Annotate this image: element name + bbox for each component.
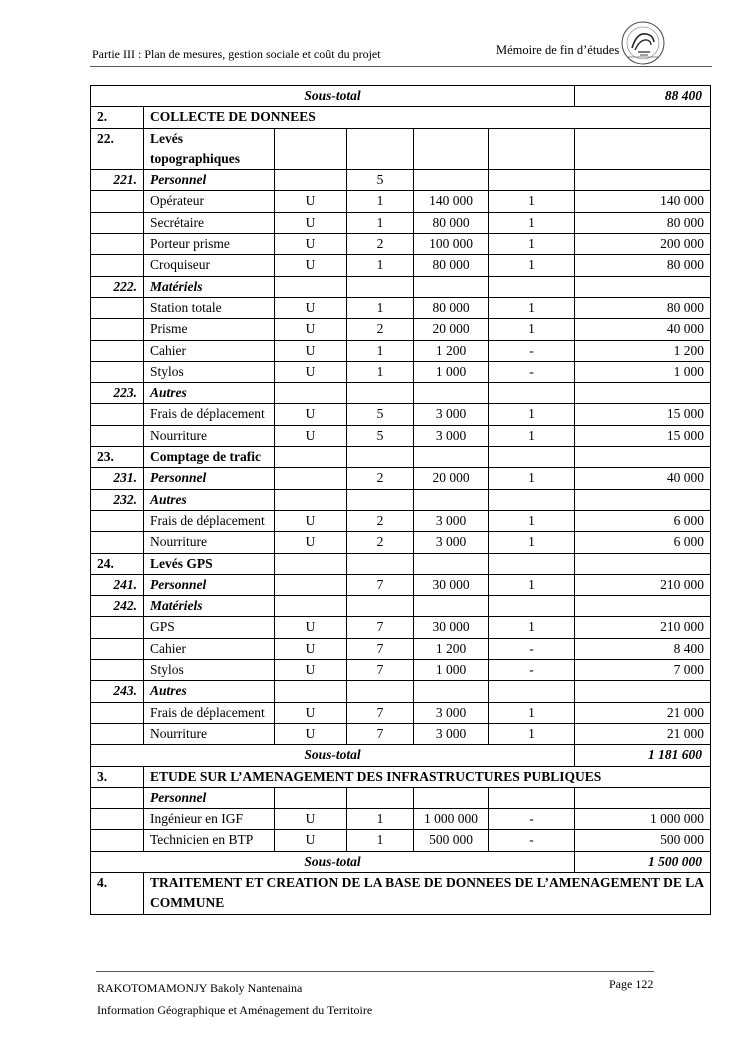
table-row-group: [91, 447, 711, 468]
code-cell: [91, 787, 144, 808]
table-row-group: [91, 553, 711, 574]
table-row-item: [91, 340, 711, 361]
item-name: Secrétaire: [144, 212, 275, 233]
code-cell: [91, 638, 144, 659]
header-part-title: Partie III : Plan de mesures, gestion sociale et coût du projet: [92, 47, 381, 61]
table-row-item: [91, 809, 711, 830]
unit-cell: [275, 489, 347, 510]
unit-cell: U: [275, 723, 347, 744]
empty-cell: [275, 447, 347, 468]
code-cell: [91, 809, 144, 830]
code-cell: [91, 212, 144, 233]
footer-department: Information Géographique et Aménagement du Territoire: [97, 1003, 373, 1017]
empty-cell: [489, 787, 575, 808]
quantity-cell: 7: [347, 660, 414, 681]
count-cell: 1: [489, 319, 575, 340]
subgroup-code: 223.: [91, 383, 144, 404]
table-row-item: [91, 191, 711, 212]
count-cell: 1: [489, 425, 575, 446]
footer-rule: [96, 971, 654, 972]
empty-cell: [575, 128, 711, 170]
table-row-subgroup: [91, 681, 711, 702]
amount-cell: 80 000: [575, 297, 711, 318]
unit-price-cell: 3 000: [414, 702, 489, 723]
table-row-group: [91, 128, 711, 170]
amount-cell: 500 000: [575, 830, 711, 851]
group-code: 24.: [91, 553, 144, 574]
unit-price-cell: 80 000: [414, 297, 489, 318]
subgroup-code: 222.: [91, 276, 144, 297]
item-name: Frais de déplacement: [144, 702, 275, 723]
group-code: 23.: [91, 447, 144, 468]
empty-cell: [347, 787, 414, 808]
unit-cell: U: [275, 702, 347, 723]
amount-cell: 40 000: [575, 468, 711, 489]
table-row-label: [91, 787, 711, 808]
quantity-cell: 1: [347, 191, 414, 212]
subgroup-code: 232.: [91, 489, 144, 510]
item-name: Nourriture: [144, 723, 275, 744]
amount-cell: 21 000: [575, 702, 711, 723]
quantity-cell: [347, 383, 414, 404]
subgroup-code: 231.: [91, 468, 144, 489]
quantity-cell: 5: [347, 425, 414, 446]
quantity-cell: 1: [347, 212, 414, 233]
unit-price-cell: [414, 276, 489, 297]
table-row-item: [91, 361, 711, 382]
subgroup-code: 241.: [91, 574, 144, 595]
subgroup-name: Personnel: [144, 170, 275, 191]
subtotal-label: Sous-total: [91, 86, 575, 107]
table-row-item: [91, 830, 711, 851]
unit-cell: U: [275, 234, 347, 255]
amount-cell: [575, 383, 711, 404]
count-cell: 1: [489, 702, 575, 723]
code-cell: [91, 830, 144, 851]
code-cell: [91, 404, 144, 425]
table-row-item: [91, 702, 711, 723]
unit-price-cell: 140 000: [414, 191, 489, 212]
code-cell: [91, 255, 144, 276]
subtotal-label: Sous-total: [91, 851, 575, 872]
code-cell: [91, 191, 144, 212]
unit-price-cell: 1 000: [414, 361, 489, 382]
quantity-cell: 1: [347, 361, 414, 382]
subgroup-code: 221.: [91, 170, 144, 191]
amount-cell: [575, 276, 711, 297]
code-cell: [91, 340, 144, 361]
count-cell: -: [489, 830, 575, 851]
unit-cell: [275, 276, 347, 297]
unit-price-cell: 3 000: [414, 404, 489, 425]
item-name: Porteur prisme: [144, 234, 275, 255]
unit-price-cell: 30 000: [414, 574, 489, 595]
quantity-cell: 5: [347, 404, 414, 425]
unit-cell: U: [275, 212, 347, 233]
quantity-cell: 2: [347, 468, 414, 489]
count-cell: 1: [489, 255, 575, 276]
item-name: Cahier: [144, 638, 275, 659]
item-name: Station totale: [144, 297, 275, 318]
unit-price-cell: 3 000: [414, 510, 489, 531]
item-name: Cahier: [144, 340, 275, 361]
item-name: Frais de déplacement: [144, 510, 275, 531]
code-cell: [91, 297, 144, 318]
count-cell: 1: [489, 510, 575, 531]
count-cell: 1: [489, 297, 575, 318]
table-row-section: [91, 107, 711, 128]
table-row-item: [91, 255, 711, 276]
item-name: Nourriture: [144, 532, 275, 553]
footer-page-number: Page 122: [609, 977, 654, 991]
count-cell: [489, 276, 575, 297]
school-logo-icon: [620, 20, 666, 66]
code-cell: [91, 617, 144, 638]
empty-cell: [489, 553, 575, 574]
unit-price-cell: [414, 489, 489, 510]
subtotal-amount: 1 181 600: [575, 745, 711, 766]
section-title: COLLECTE DE DONNEES: [144, 107, 711, 128]
table-row-item: [91, 617, 711, 638]
amount-cell: 210 000: [575, 617, 711, 638]
unit-cell: [275, 170, 347, 191]
quantity-cell: 2: [347, 532, 414, 553]
unit-cell: U: [275, 617, 347, 638]
table-row-item: [91, 425, 711, 446]
subtotal-amount: 1 500 000: [575, 851, 711, 872]
table-row-item: [91, 660, 711, 681]
table-row-subtotal: [91, 851, 711, 872]
empty-cell: [414, 787, 489, 808]
unit-price-cell: 30 000: [414, 617, 489, 638]
table-row-item: [91, 510, 711, 531]
quantity-cell: 7: [347, 638, 414, 659]
amount-cell: [575, 681, 711, 702]
unit-price-cell: 80 000: [414, 212, 489, 233]
count-cell: -: [489, 340, 575, 361]
footer-author: RAKOTOMAMONJY Bakoly Nantenaina: [97, 981, 303, 995]
quantity-cell: 1: [347, 297, 414, 318]
unit-cell: U: [275, 425, 347, 446]
subgroup-name: Autres: [144, 681, 275, 702]
empty-cell: [275, 787, 347, 808]
subtotal-amount: 88 400: [575, 86, 711, 107]
empty-cell: [489, 128, 575, 170]
quantity-cell: 1: [347, 340, 414, 361]
unit-price-cell: [414, 383, 489, 404]
count-cell: 1: [489, 212, 575, 233]
empty-cell: [489, 447, 575, 468]
unit-cell: U: [275, 361, 347, 382]
count-cell: 1: [489, 723, 575, 744]
unit-cell: U: [275, 255, 347, 276]
subtotal-label: Sous-total: [91, 745, 575, 766]
group-name: Comptage de trafic: [144, 447, 275, 468]
code-cell: [91, 660, 144, 681]
item-name: Stylos: [144, 361, 275, 382]
section-code: 2.: [91, 107, 144, 128]
count-cell: [489, 383, 575, 404]
amount-cell: [575, 489, 711, 510]
section-title: ETUDE SUR L’AMENAGEMENT DES INFRASTRUCTURES PUBLIQUES: [144, 766, 711, 787]
header-rule: [90, 66, 712, 67]
quantity-cell: 1: [347, 830, 414, 851]
unit-cell: U: [275, 809, 347, 830]
unit-cell: [275, 468, 347, 489]
empty-cell: [575, 553, 711, 574]
table-row-section: [91, 766, 711, 787]
amount-cell: 8 400: [575, 638, 711, 659]
item-name: Ingénieur en IGF: [144, 809, 275, 830]
table-row-subgroup: [91, 276, 711, 297]
unit-price-cell: [414, 681, 489, 702]
table-row-subgroup: [91, 574, 711, 595]
amount-cell: 80 000: [575, 255, 711, 276]
amount-cell: [575, 596, 711, 617]
code-cell: [91, 425, 144, 446]
item-name: Prisme: [144, 319, 275, 340]
empty-cell: [347, 447, 414, 468]
unit-cell: U: [275, 510, 347, 531]
quantity-cell: [347, 276, 414, 297]
quantity-cell: [347, 596, 414, 617]
count-cell: -: [489, 638, 575, 659]
quantity-cell: 7: [347, 702, 414, 723]
empty-cell: [414, 447, 489, 468]
section-code: 4.: [91, 872, 144, 914]
amount-cell: 1 000: [575, 361, 711, 382]
subgroup-name: Matériels: [144, 276, 275, 297]
table-row-subtotal: [91, 745, 711, 766]
unit-cell: [275, 681, 347, 702]
count-cell: -: [489, 809, 575, 830]
count-cell: 1: [489, 404, 575, 425]
unit-price-cell: [414, 170, 489, 191]
unit-cell: U: [275, 297, 347, 318]
unit-price-cell: [414, 596, 489, 617]
amount-cell: 15 000: [575, 404, 711, 425]
amount-cell: 140 000: [575, 191, 711, 212]
subgroup-name: Personnel: [144, 574, 275, 595]
unit-cell: [275, 596, 347, 617]
unit-price-cell: 500 000: [414, 830, 489, 851]
count-cell: 1: [489, 234, 575, 255]
unit-cell: [275, 383, 347, 404]
cost-table: [90, 85, 711, 915]
code-cell: [91, 234, 144, 255]
count-cell: 1: [489, 191, 575, 212]
quantity-cell: 2: [347, 319, 414, 340]
quantity-cell: 1: [347, 255, 414, 276]
count-cell: [489, 489, 575, 510]
empty-cell: [347, 553, 414, 574]
amount-cell: 7 000: [575, 660, 711, 681]
unit-cell: U: [275, 532, 347, 553]
item-name: Croquiseur: [144, 255, 275, 276]
quantity-cell: 5: [347, 170, 414, 191]
count-cell: -: [489, 361, 575, 382]
unit-cell: [275, 574, 347, 595]
unit-cell: U: [275, 638, 347, 659]
table-row-item: [91, 319, 711, 340]
quantity-cell: [347, 681, 414, 702]
table-row-section: [91, 872, 711, 914]
count-cell: 1: [489, 532, 575, 553]
subgroup-name: Personnel: [144, 468, 275, 489]
unit-price-cell: 1 000 000: [414, 809, 489, 830]
subgroup-name: Autres: [144, 489, 275, 510]
group-code: 22.: [91, 128, 144, 170]
section-code: 3.: [91, 766, 144, 787]
amount-cell: 80 000: [575, 212, 711, 233]
unit-price-cell: 1 000: [414, 660, 489, 681]
unit-cell: U: [275, 404, 347, 425]
count-cell: [489, 170, 575, 191]
code-cell: [91, 319, 144, 340]
unit-cell: U: [275, 340, 347, 361]
header-document-type: Mémoire de fin d’études: [496, 43, 620, 57]
quantity-cell: 7: [347, 617, 414, 638]
item-name: Nourriture: [144, 425, 275, 446]
table-row-subgroup: [91, 170, 711, 191]
table-row-subgroup: [91, 596, 711, 617]
item-name: Opérateur: [144, 191, 275, 212]
empty-cell: [575, 447, 711, 468]
table-row-item: [91, 297, 711, 318]
amount-cell: 6 000: [575, 532, 711, 553]
table-row-subgroup: [91, 468, 711, 489]
item-name: GPS: [144, 617, 275, 638]
table-row-item: [91, 234, 711, 255]
table-row-item: [91, 404, 711, 425]
amount-cell: 1 200: [575, 340, 711, 361]
subgroup-name: Matériels: [144, 596, 275, 617]
unit-price-cell: 3 000: [414, 532, 489, 553]
code-cell: [91, 510, 144, 531]
unit-cell: U: [275, 660, 347, 681]
subgroup-code: 242.: [91, 596, 144, 617]
quantity-cell: 2: [347, 234, 414, 255]
unit-price-cell: 3 000: [414, 425, 489, 446]
item-name: Frais de déplacement: [144, 404, 275, 425]
item-name: Stylos: [144, 660, 275, 681]
count-cell: [489, 596, 575, 617]
unit-price-cell: 20 000: [414, 319, 489, 340]
unit-cell: U: [275, 319, 347, 340]
amount-cell: 40 000: [575, 319, 711, 340]
empty-cell: [414, 553, 489, 574]
table-row-subgroup: [91, 489, 711, 510]
unit-price-cell: 3 000: [414, 723, 489, 744]
group-name: Levés GPS: [144, 553, 275, 574]
section-title: TRAITEMENT ET CREATION DE LA BASE DE DONNEES DE L’AMENAGEMENT DE LA COMMUNE: [144, 872, 711, 914]
unit-cell: U: [275, 191, 347, 212]
amount-cell: [575, 170, 711, 191]
table-row-item: [91, 212, 711, 233]
unit-price-cell: 100 000: [414, 234, 489, 255]
table-row-item: [91, 532, 711, 553]
quantity-cell: 2: [347, 510, 414, 531]
amount-cell: 210 000: [575, 574, 711, 595]
code-cell: [91, 723, 144, 744]
unit-price-cell: 80 000: [414, 255, 489, 276]
subgroup-name: Autres: [144, 383, 275, 404]
category-label: Personnel: [144, 787, 275, 808]
empty-cell: [275, 128, 347, 170]
table-row-subgroup: [91, 383, 711, 404]
subtotal-row: [91, 86, 711, 107]
amount-cell: 21 000: [575, 723, 711, 744]
quantity-cell: [347, 489, 414, 510]
empty-cell: [275, 553, 347, 574]
amount-cell: 15 000: [575, 425, 711, 446]
count-cell: 1: [489, 468, 575, 489]
quantity-cell: 7: [347, 574, 414, 595]
table-row-item: [91, 723, 711, 744]
quantity-cell: 7: [347, 723, 414, 744]
amount-cell: 1 000 000: [575, 809, 711, 830]
item-name: Technicien en BTP: [144, 830, 275, 851]
amount-cell: 6 000: [575, 510, 711, 531]
code-cell: [91, 532, 144, 553]
count-cell: 1: [489, 617, 575, 638]
count-cell: -: [489, 660, 575, 681]
empty-cell: [414, 128, 489, 170]
unit-price-cell: 1 200: [414, 638, 489, 659]
unit-price-cell: 20 000: [414, 468, 489, 489]
group-name: Levés topographiques: [144, 128, 275, 170]
empty-cell: [347, 128, 414, 170]
code-cell: [91, 702, 144, 723]
count-cell: [489, 681, 575, 702]
subgroup-code: 243.: [91, 681, 144, 702]
code-cell: [91, 361, 144, 382]
unit-cell: U: [275, 830, 347, 851]
amount-cell: 200 000: [575, 234, 711, 255]
empty-cell: [575, 787, 711, 808]
unit-price-cell: 1 200: [414, 340, 489, 361]
count-cell: 1: [489, 574, 575, 595]
quantity-cell: 1: [347, 809, 414, 830]
table-row-item: [91, 638, 711, 659]
